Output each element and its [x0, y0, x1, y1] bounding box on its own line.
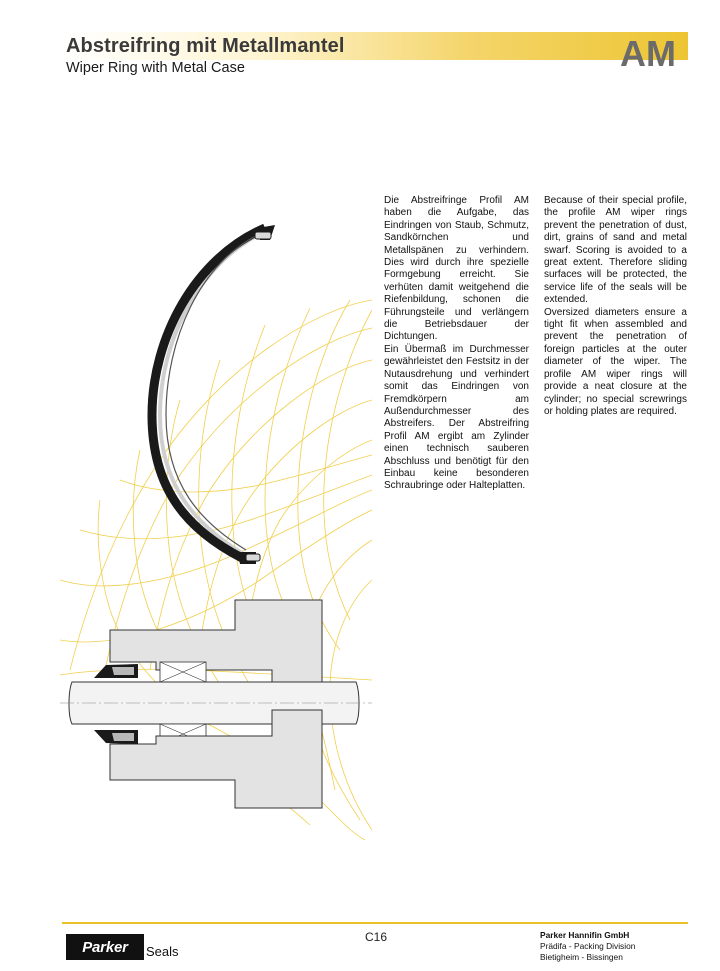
parker-logo-mark: Parker [66, 934, 144, 960]
footer-rule [62, 922, 688, 924]
paragraph: Die Abstreifringe Profil AM haben die Aufgabe, das Eindringen von Staub, Schmutz, Sandkörnchen und Metallspänen zu verhindern. Dies wird durch ihre spezielle Formgebung erreicht. Sie verhüten damit weitgehend die Riefenbildung, schonen die Führungsteile und verlängern die Betriebsdauer der Dichtungen. [384, 195, 529, 343]
page-title: Abstreifring mit Metallmantel [66, 35, 345, 57]
company-name: Parker Hannifin GmbH [540, 930, 630, 940]
description-german [384, 195, 529, 493]
wiper-ring-illustration [60, 200, 372, 840]
paragraph: Oversized diameters ensure a tight fit when assembled and prevent the penetration of foreign particles at the outer diameter of the wiper. The profile AM wiper rings will provide a neat closure at the cylinder; no special screwrings or holding plates are required. [544, 306, 687, 417]
page-subtitle: Wiper Ring with Metal Case [66, 60, 245, 76]
profile-code: AM [620, 33, 676, 74]
paragraph: Because of their special profile, the profile AM wiper rings prevent the penetration of dust, dirt, grains of sand and metal swarf. Scoring is avoided to a great extent. Therefore sliding surfaces will be protected, the service life of the seals will be extended. [544, 195, 687, 306]
page-number: C16 [365, 930, 388, 944]
installation-cross-section [60, 600, 372, 808]
location: Bietigheim - Bissingen [540, 952, 623, 962]
division-name: Prädifa - Packing Division [540, 941, 636, 951]
parker-seals-logo [66, 932, 179, 960]
paragraph: Ein Übermaß im Durchmesser gewährleistet den Festsitz in der Nutausdrehung und verhindert somit das Eindringen von Fremdkörpern am Außendurchmesser des Abstreifers. Der Abstreifring Profil AM ergibt am Zylinder einen technisch sauberen Abschluss und benötigt für den Einbau keine besonderen Schraubringe oder Halteplatten. [384, 343, 529, 492]
logo-suffix: Seals [146, 944, 179, 959]
description-english [544, 195, 687, 418]
company-address [540, 930, 635, 963]
